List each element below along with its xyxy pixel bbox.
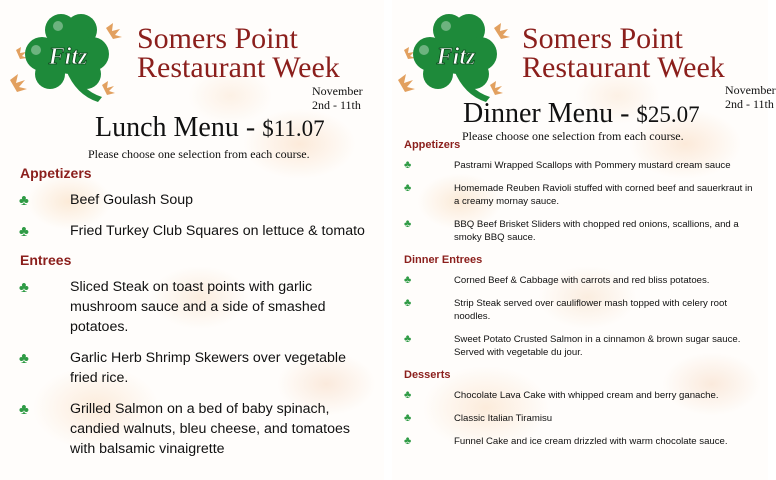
menu-item — [0, 399, 384, 459]
section-title-appetizers: Appetizers — [404, 139, 461, 151]
menu-item — [392, 218, 768, 244]
shamrock-icon: ♣ — [404, 412, 412, 424]
menu-item-text: Homemade Reuben Ravioli stuffed with corned beef and sauerkraut in a creamy mornay sauce. — [454, 183, 753, 207]
restaurant-title-line1: Somers Point — [137, 22, 298, 55]
menu-item — [0, 348, 384, 388]
menu-item-text: Strip Steak served over cauliflower mash topped with celery root noodles. — [454, 298, 728, 322]
menu-item — [392, 159, 768, 172]
lunch-courses — [0, 165, 384, 470]
menu-price: $11.07 — [262, 116, 325, 141]
menu-item — [392, 389, 768, 402]
shamrock-icon: ♣ — [404, 435, 412, 447]
shamrock-icon: ♣ — [19, 279, 29, 296]
menu-item-text: Sweet Potato Crusted Salmon in a cinnamon & brown sugar sauce. Served with vegetable du jour. — [454, 334, 741, 358]
dates-line2: 2nd - 11th — [312, 98, 361, 112]
lunch-menu-panel — [0, 0, 384, 480]
shamrock-icon: ♣ — [19, 223, 29, 240]
panel-divider — [384, 0, 392, 480]
menu-item — [392, 435, 768, 448]
menu-title — [95, 114, 325, 143]
shamrock-icon: ♣ — [404, 159, 412, 171]
shamrock-icon: ♣ — [404, 297, 412, 309]
dates-line1: November — [725, 83, 776, 97]
restaurant-title — [137, 24, 340, 82]
menu-item-text: Beef Goulash Soup — [70, 192, 194, 208]
dates-line2: 2nd - 11th — [725, 97, 774, 111]
menu-item-text: Garlic Herb Shrimp Skewers over vegetable fried rice. — [70, 350, 346, 386]
shamrock-icon: ♣ — [404, 389, 412, 401]
restaurant-title-line1: Somers Point — [522, 22, 683, 55]
shamrock-logo-icon — [394, 10, 524, 105]
shamrock-logo-icon — [6, 10, 136, 105]
shamrock-icon: ♣ — [404, 274, 412, 286]
menu-item-text: Corned Beef & Cabbage with carrots and red bliss potatoes. — [454, 275, 710, 286]
dinner-menu-panel — [392, 0, 776, 480]
restaurant-title-line2: Restaurant Week — [522, 51, 725, 84]
shamrock-icon: ♣ — [404, 333, 412, 345]
menu-item — [392, 297, 768, 323]
menu-instructions: Please choose one selection from each course. — [462, 129, 684, 143]
menu-item-text: Pastrami Wrapped Scallops with Pommery mustard cream sauce — [454, 160, 731, 171]
restaurant-title — [522, 24, 725, 82]
menu-item — [392, 274, 768, 287]
menu-item-text: Classic Italian Tiramisu — [454, 413, 553, 424]
event-dates — [312, 84, 363, 112]
restaurant-title-line2: Restaurant Week — [137, 51, 340, 84]
menu-item — [392, 182, 768, 208]
menu-item-text: BBQ Beef Brisket Sliders with chopped red onions, scallions, and a smoky BBQ sauce. — [454, 219, 739, 243]
menu-item-text: Grilled Salmon on a bed of baby spinach, candied walnuts, bleu cheese, and tomatoes with balsamic vinaigrette — [70, 401, 350, 457]
menu-item-text: Chocolate Lava Cake with whipped cream and berry ganache. — [454, 390, 719, 401]
event-dates — [725, 83, 776, 111]
menu-price: $25.07 — [636, 102, 700, 127]
menu-item — [392, 333, 768, 359]
shamrock-icon: ♣ — [19, 350, 29, 367]
menu-item-text: Sliced Steak on toast points with garlic mushroom sauce and a side of smashed potatoes. — [70, 279, 326, 335]
menu-instructions: Please choose one selection from each course. — [88, 147, 310, 161]
menu-item — [0, 190, 384, 210]
dates-line1: November — [312, 84, 363, 98]
menu-item-text: Fried Turkey Club Squares on lettuce & tomato — [70, 223, 365, 239]
section-title-entrees: Entrees — [20, 252, 72, 268]
menu-title — [463, 100, 700, 129]
menu-item — [392, 412, 768, 425]
section-title-appetizers: Appetizers — [20, 165, 92, 181]
section-title-dinner-entrees: Dinner Entrees — [404, 254, 483, 266]
menu-item — [0, 277, 384, 337]
dinner-courses — [392, 139, 768, 458]
menu-item-text: Funnel Cake and ice cream drizzled with warm chocolate sauce. — [454, 436, 728, 447]
shamrock-icon: ♣ — [19, 192, 29, 209]
logo-text: Fitz — [48, 44, 88, 70]
menu-item — [0, 221, 384, 241]
section-title-desserts: Desserts — [404, 369, 451, 381]
menu-name: Dinner Menu - — [463, 98, 637, 129]
shamrock-icon: ♣ — [404, 182, 412, 194]
shamrock-icon: ♣ — [19, 401, 29, 418]
menu-name: Lunch Menu - — [95, 112, 263, 143]
logo-text: Fitz — [436, 44, 476, 70]
shamrock-icon: ♣ — [404, 218, 412, 230]
